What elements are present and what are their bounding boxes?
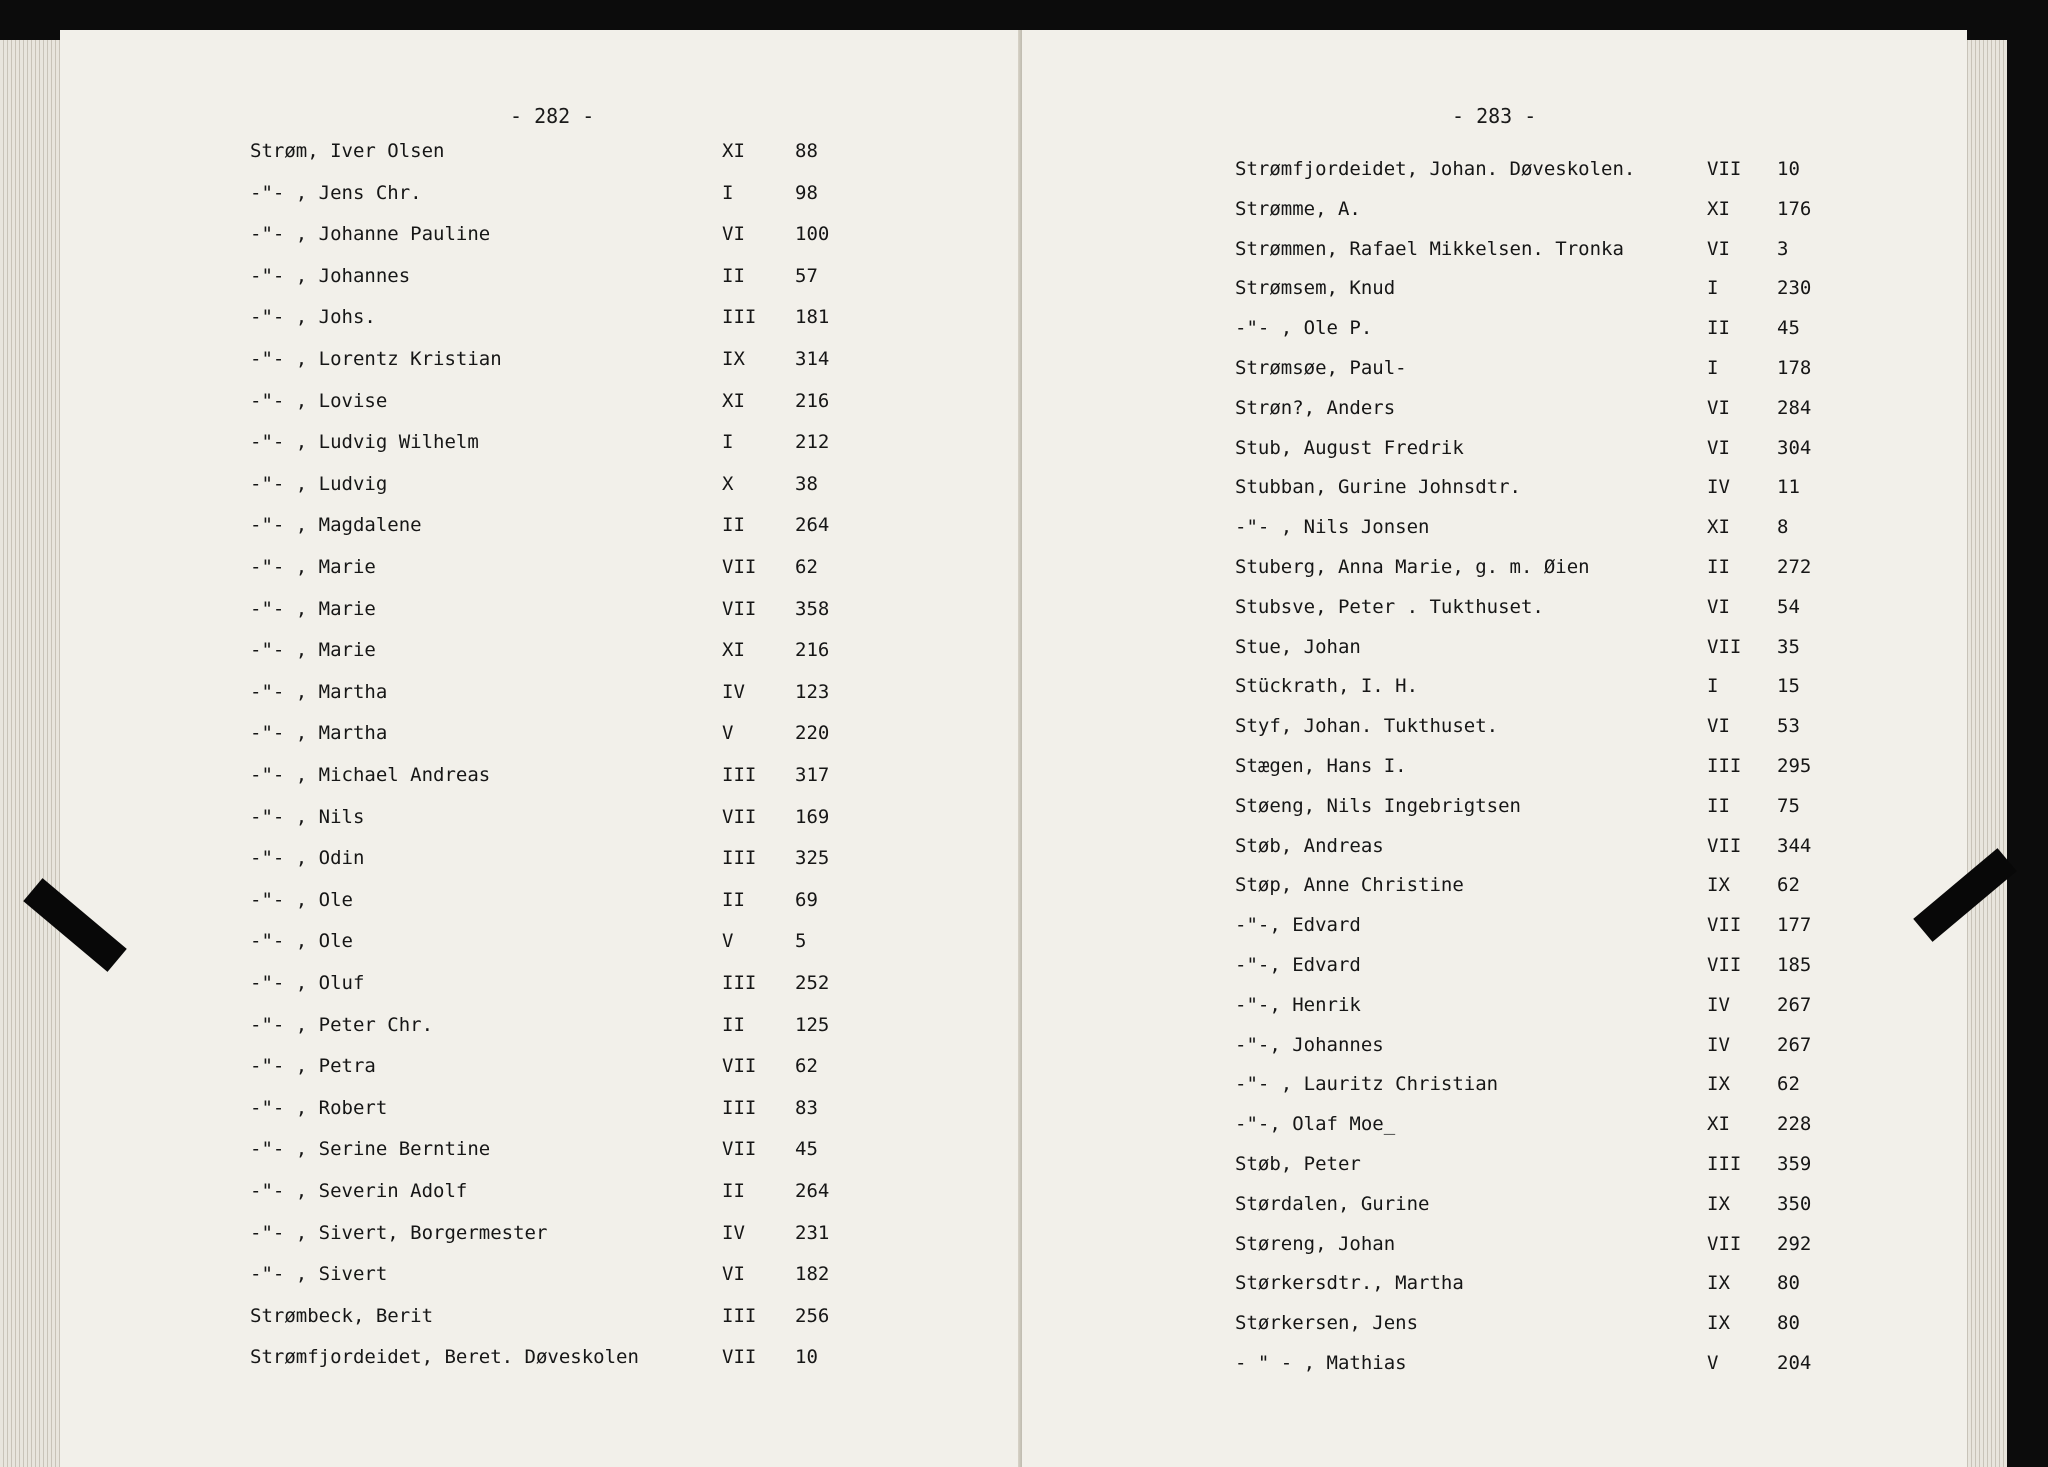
entry-volume: I bbox=[1707, 675, 1719, 698]
entry-name: -"- , Lovise bbox=[250, 389, 388, 412]
index-entry bbox=[60, 764, 1022, 798]
entry-page: 62 bbox=[795, 1055, 818, 1078]
index-entry bbox=[1022, 437, 1967, 471]
entry-volume: I bbox=[722, 181, 734, 204]
entry-volume: I bbox=[1707, 357, 1719, 379]
index-entry bbox=[1022, 1352, 1967, 1386]
index-entry bbox=[60, 1138, 1022, 1172]
entry-page: 125 bbox=[795, 1013, 830, 1036]
entry-name: -"-, Edvard bbox=[1235, 914, 1361, 937]
index-entry bbox=[60, 1346, 1022, 1380]
index-entry bbox=[60, 1014, 1022, 1048]
entry-name: -"- , Johannes bbox=[250, 264, 411, 287]
entry-name: Støb, Peter bbox=[1235, 1153, 1361, 1175]
entry-page: 53 bbox=[1777, 715, 1800, 738]
entry-volume: XI bbox=[1707, 516, 1730, 539]
entry-name: -"-, Edvard bbox=[1235, 954, 1361, 976]
entry-name: Stuberg, Anna Marie, g. m. Øien bbox=[1235, 556, 1590, 578]
entry-volume: II bbox=[722, 888, 745, 911]
index-entry bbox=[1022, 795, 1967, 829]
index-entry bbox=[1022, 914, 1967, 948]
entry-volume: III bbox=[722, 972, 757, 994]
entry-page: 181 bbox=[795, 306, 830, 329]
entry-page: 182 bbox=[795, 1263, 830, 1286]
entry-volume: VII bbox=[722, 1055, 757, 1078]
entry-name: Strømsøe, Paul- bbox=[1235, 357, 1407, 379]
entry-name: - " - , Mathias bbox=[1235, 1352, 1407, 1374]
entry-volume: X bbox=[722, 472, 734, 495]
page-number: - 283 - bbox=[1452, 104, 1537, 128]
entry-volume: VII bbox=[1707, 834, 1742, 857]
entry-name: -"- , Odin bbox=[250, 847, 365, 870]
index-entry bbox=[60, 722, 1022, 756]
entry-name: -"- , Robert bbox=[250, 1096, 388, 1119]
entry-name: Strømfjordeidet, Johan. Døveskolen. bbox=[1235, 158, 1636, 180]
entry-name: Strømsem, Knud bbox=[1235, 277, 1396, 300]
index-entry bbox=[1022, 755, 1967, 789]
entry-volume: IV bbox=[722, 680, 745, 703]
entry-volume: VI bbox=[722, 223, 745, 246]
index-entry bbox=[1022, 556, 1967, 590]
entry-name: Støp, Anne Christine bbox=[1235, 874, 1464, 897]
entry-page: 69 bbox=[795, 888, 818, 911]
entry-page: 314 bbox=[795, 348, 830, 370]
entry-name: -"- , Serine Berntine bbox=[250, 1138, 491, 1161]
entry-page: 178 bbox=[1777, 357, 1812, 379]
entry-name: -"-, Olaf Moe_ bbox=[1235, 1113, 1396, 1136]
index-entry bbox=[1022, 954, 1967, 988]
index-entry bbox=[60, 1263, 1022, 1297]
index-entry bbox=[60, 681, 1022, 715]
entry-page: 358 bbox=[795, 597, 830, 620]
entry-volume: I bbox=[1707, 277, 1719, 300]
index-entry bbox=[60, 473, 1022, 507]
entry-page: 267 bbox=[1777, 993, 1812, 1016]
index-entry bbox=[1022, 715, 1967, 749]
entry-page: 54 bbox=[1777, 595, 1800, 618]
index-entry bbox=[1022, 1193, 1967, 1227]
entry-page: 62 bbox=[795, 556, 818, 578]
entry-name: -"- , Ludvig bbox=[250, 472, 388, 495]
entry-page: 15 bbox=[1777, 675, 1800, 698]
entry-page: 98 bbox=[795, 181, 818, 204]
entry-page: 62 bbox=[1777, 1073, 1800, 1096]
entry-name: -"- , Nils bbox=[250, 805, 365, 828]
index-entry bbox=[60, 639, 1022, 673]
entry-name: Strømme, A. bbox=[1235, 197, 1361, 220]
entry-volume: VII bbox=[1707, 954, 1742, 976]
entry-name: Strømbeck, Berit bbox=[250, 1304, 434, 1327]
entry-volume: II bbox=[1707, 794, 1730, 817]
index-entry bbox=[60, 1222, 1022, 1256]
entry-page: 11 bbox=[1777, 476, 1800, 499]
entry-name: Stægen, Hans I. bbox=[1235, 755, 1407, 777]
entry-name: -"- , Johanne Pauline bbox=[250, 223, 491, 246]
entry-page: 35 bbox=[1777, 635, 1800, 658]
entry-volume: IX bbox=[722, 348, 745, 370]
left-page bbox=[60, 30, 1023, 1467]
index-entry bbox=[1022, 516, 1967, 550]
entry-page: 8 bbox=[1777, 516, 1789, 539]
entry-volume: III bbox=[1707, 755, 1742, 777]
entry-volume: XI bbox=[722, 639, 745, 662]
entry-volume: II bbox=[722, 1013, 745, 1036]
entry-page: 3 bbox=[1777, 237, 1789, 260]
index-entry bbox=[1022, 277, 1967, 311]
entry-volume: IV bbox=[1707, 1033, 1730, 1056]
entry-volume: VI bbox=[722, 1263, 745, 1286]
index-entry bbox=[1022, 397, 1967, 431]
right-page bbox=[1022, 30, 1967, 1467]
entry-name: -"-, Johannes bbox=[1235, 1033, 1384, 1056]
entry-volume: VII bbox=[722, 1346, 757, 1369]
index-entry bbox=[1022, 1153, 1967, 1187]
entry-page: 212 bbox=[795, 431, 830, 454]
entry-volume: IX bbox=[1707, 874, 1730, 897]
index-entry bbox=[60, 514, 1022, 548]
entry-name: -"- , Jens Chr. bbox=[250, 181, 422, 204]
entry-page: 10 bbox=[1777, 158, 1800, 180]
entry-page: 325 bbox=[795, 847, 830, 870]
index-entry bbox=[1022, 158, 1967, 192]
entry-name: -"- , Marie bbox=[250, 639, 376, 662]
entry-page: 62 bbox=[1777, 874, 1800, 897]
entry-name: -"- , Lorentz Kristian bbox=[250, 348, 502, 370]
entry-page: 185 bbox=[1777, 954, 1812, 976]
entry-name: -"- , Magdalene bbox=[250, 514, 422, 537]
index-entry bbox=[60, 348, 1022, 382]
entry-name: Støeng, Nils Ingebrigtsen bbox=[1235, 794, 1521, 817]
entry-volume: III bbox=[722, 764, 757, 786]
entry-page: 5 bbox=[795, 930, 807, 953]
index-entry bbox=[60, 1305, 1022, 1339]
entry-page: 169 bbox=[795, 805, 830, 828]
entry-volume: IX bbox=[1707, 1272, 1730, 1295]
entry-volume: II bbox=[1707, 556, 1730, 578]
entry-name: Stue, Johan bbox=[1235, 635, 1361, 658]
index-entry bbox=[60, 847, 1022, 881]
entry-page: 359 bbox=[1777, 1153, 1812, 1175]
entry-name: Strøm, Iver Olsen bbox=[250, 140, 445, 162]
index-entry bbox=[60, 431, 1022, 465]
entry-name: -"- , Marie bbox=[250, 597, 376, 620]
index-entry bbox=[60, 556, 1022, 590]
index-entry bbox=[60, 140, 1022, 174]
entry-volume: III bbox=[722, 1304, 757, 1327]
entry-page: 256 bbox=[795, 1304, 830, 1327]
entry-page: 344 bbox=[1777, 834, 1812, 857]
entry-page: 80 bbox=[1777, 1312, 1800, 1335]
entry-page: 350 bbox=[1777, 1192, 1812, 1215]
index-entry bbox=[60, 930, 1022, 964]
entry-name: -"- , Oluf bbox=[250, 972, 365, 994]
right-page-edges bbox=[1967, 40, 2007, 1467]
entry-page: 57 bbox=[795, 264, 818, 287]
entry-volume: VI bbox=[1707, 595, 1730, 618]
page-number: - 282 - bbox=[510, 104, 595, 128]
index-entry bbox=[1022, 1113, 1967, 1147]
left-page-edges bbox=[0, 40, 60, 1467]
entry-page: 317 bbox=[795, 764, 830, 786]
index-entry bbox=[60, 889, 1022, 923]
index-entry bbox=[1022, 317, 1967, 351]
entry-volume: II bbox=[722, 1180, 745, 1202]
entry-volume: VII bbox=[722, 556, 757, 578]
entry-name: -"- , Martha bbox=[250, 680, 388, 703]
entry-volume: III bbox=[722, 847, 757, 870]
index-entry bbox=[60, 598, 1022, 632]
entry-volume: IV bbox=[1707, 993, 1730, 1016]
entry-name: Størkersdtr., Martha bbox=[1235, 1272, 1464, 1295]
entry-page: 204 bbox=[1777, 1352, 1812, 1374]
entry-name: Støreng, Johan bbox=[1235, 1232, 1396, 1255]
entry-volume: IV bbox=[722, 1221, 745, 1244]
entry-name: -"- , Martha bbox=[250, 722, 388, 745]
entry-volume: III bbox=[722, 1096, 757, 1119]
entry-page: 216 bbox=[795, 389, 830, 412]
entry-page: 267 bbox=[1777, 1033, 1812, 1056]
entry-page: 100 bbox=[795, 223, 830, 246]
entry-volume: VII bbox=[1707, 1232, 1742, 1255]
index-entry bbox=[60, 306, 1022, 340]
entry-name: -"- , Johs. bbox=[250, 306, 376, 329]
entry-volume: IV bbox=[1707, 476, 1730, 499]
entry-volume: XI bbox=[722, 140, 745, 162]
entry-page: 216 bbox=[795, 639, 830, 662]
entry-page: 38 bbox=[795, 472, 818, 495]
entry-page: 284 bbox=[1777, 396, 1812, 419]
entry-volume: II bbox=[1707, 317, 1730, 340]
entry-name: -"- , Ole P. bbox=[1235, 317, 1373, 340]
entry-volume: XI bbox=[1707, 1113, 1730, 1136]
entry-page: 220 bbox=[795, 722, 830, 745]
entry-volume: VII bbox=[1707, 158, 1742, 180]
entry-name: Stubsve, Peter . Tukthuset. bbox=[1235, 595, 1544, 618]
entry-page: 10 bbox=[795, 1346, 818, 1369]
index-entry bbox=[1022, 994, 1967, 1028]
entry-volume: IX bbox=[1707, 1073, 1730, 1096]
entry-name: -"- , Sivert bbox=[250, 1263, 388, 1286]
entry-page: 75 bbox=[1777, 794, 1800, 817]
entry-page: 80 bbox=[1777, 1272, 1800, 1295]
entry-volume: V bbox=[722, 930, 734, 953]
entry-volume: V bbox=[722, 722, 734, 745]
entry-name: Størkersen, Jens bbox=[1235, 1312, 1419, 1335]
entry-name: Stub, August Fredrik bbox=[1235, 436, 1464, 459]
entry-volume: XI bbox=[1707, 197, 1730, 220]
entry-name: Støb, Andreas bbox=[1235, 834, 1384, 857]
entry-volume: VII bbox=[722, 805, 757, 828]
entry-page: 123 bbox=[795, 680, 830, 703]
entry-page: 304 bbox=[1777, 436, 1812, 459]
entry-name: -"- , Ludvig Wilhelm bbox=[250, 431, 479, 454]
index-entry bbox=[1022, 835, 1967, 869]
entry-page: 272 bbox=[1777, 556, 1812, 578]
entry-volume: XI bbox=[722, 389, 745, 412]
entry-volume: VII bbox=[722, 1138, 757, 1161]
entry-page: 295 bbox=[1777, 755, 1812, 777]
entry-volume: VII bbox=[1707, 635, 1742, 658]
entry-volume: V bbox=[1707, 1352, 1719, 1374]
entry-page: 252 bbox=[795, 972, 830, 994]
entry-volume: VI bbox=[1707, 237, 1730, 260]
entry-volume: VII bbox=[722, 597, 757, 620]
entry-volume: IX bbox=[1707, 1312, 1730, 1335]
index-entry bbox=[1022, 476, 1967, 510]
entry-volume: I bbox=[722, 431, 734, 454]
entry-name: -"-, Henrik bbox=[1235, 993, 1361, 1016]
entry-page: 292 bbox=[1777, 1232, 1812, 1255]
entry-page: 83 bbox=[795, 1096, 818, 1119]
index-entry bbox=[60, 223, 1022, 257]
entry-volume: IX bbox=[1707, 1192, 1730, 1215]
entry-volume: VI bbox=[1707, 396, 1730, 419]
entry-name: -"- , Lauritz Christian bbox=[1235, 1073, 1499, 1096]
index-entry bbox=[60, 806, 1022, 840]
entry-name: Stückrath, I. H. bbox=[1235, 675, 1419, 698]
index-entry bbox=[60, 1055, 1022, 1089]
entry-volume: III bbox=[722, 306, 757, 329]
index-entry bbox=[1022, 1034, 1967, 1068]
entry-name: Strømfjordeidet, Beret. Døveskolen bbox=[250, 1346, 639, 1369]
entry-name: Størdalen, Gurine bbox=[1235, 1192, 1430, 1215]
entry-volume: VI bbox=[1707, 715, 1730, 738]
index-entry bbox=[1022, 198, 1967, 232]
index-entry bbox=[1022, 1073, 1967, 1107]
entry-volume: II bbox=[722, 514, 745, 537]
entry-volume: II bbox=[722, 264, 745, 287]
entry-name: -"- , Severin Adolf bbox=[250, 1180, 468, 1202]
entry-name: -"- , Marie bbox=[250, 556, 376, 578]
entry-page: 45 bbox=[795, 1138, 818, 1161]
index-entry bbox=[60, 972, 1022, 1006]
entry-page: 231 bbox=[795, 1221, 830, 1244]
index-entry bbox=[1022, 596, 1967, 630]
entry-page: 264 bbox=[795, 514, 830, 537]
entry-page: 228 bbox=[1777, 1113, 1812, 1136]
entry-name: -"- , Ole bbox=[250, 930, 353, 953]
entry-name: -"- , Petra bbox=[250, 1055, 376, 1078]
index-entry bbox=[60, 265, 1022, 299]
entry-page: 177 bbox=[1777, 914, 1812, 937]
index-entry bbox=[60, 182, 1022, 216]
entry-name: Strømmen, Rafael Mikkelsen. Tronka bbox=[1235, 237, 1624, 260]
entry-volume: VII bbox=[1707, 914, 1742, 937]
index-entry bbox=[60, 1180, 1022, 1214]
entry-name: -"- , Nils Jonsen bbox=[1235, 516, 1430, 539]
entry-volume: VI bbox=[1707, 436, 1730, 459]
entry-name: -"- , Michael Andreas bbox=[250, 764, 491, 786]
index-entry bbox=[1022, 1312, 1967, 1346]
index-entry bbox=[1022, 636, 1967, 670]
entry-page: 176 bbox=[1777, 197, 1812, 220]
entry-name: Styf, Johan. Tukthuset. bbox=[1235, 715, 1499, 738]
entry-name: -"- , Ole bbox=[250, 888, 353, 911]
entry-volume: III bbox=[1707, 1153, 1742, 1175]
entry-name: Stubban, Gurine Johnsdtr. bbox=[1235, 476, 1521, 499]
index-entry bbox=[1022, 1233, 1967, 1267]
entry-name: -"- , Peter Chr. bbox=[250, 1013, 434, 1036]
index-entry bbox=[1022, 357, 1967, 391]
index-entry bbox=[1022, 675, 1967, 709]
entry-page: 264 bbox=[795, 1180, 830, 1202]
entry-name: -"- , Sivert, Borgermester bbox=[250, 1221, 548, 1244]
index-entry bbox=[1022, 1272, 1967, 1306]
entry-page: 230 bbox=[1777, 277, 1812, 300]
index-entry bbox=[60, 390, 1022, 424]
index-entry bbox=[1022, 874, 1967, 908]
entry-page: 88 bbox=[795, 140, 818, 162]
entry-name: Strøn?, Anders bbox=[1235, 396, 1396, 419]
index-entry bbox=[60, 1097, 1022, 1131]
entry-page: 45 bbox=[1777, 317, 1800, 340]
index-entry bbox=[1022, 238, 1967, 272]
